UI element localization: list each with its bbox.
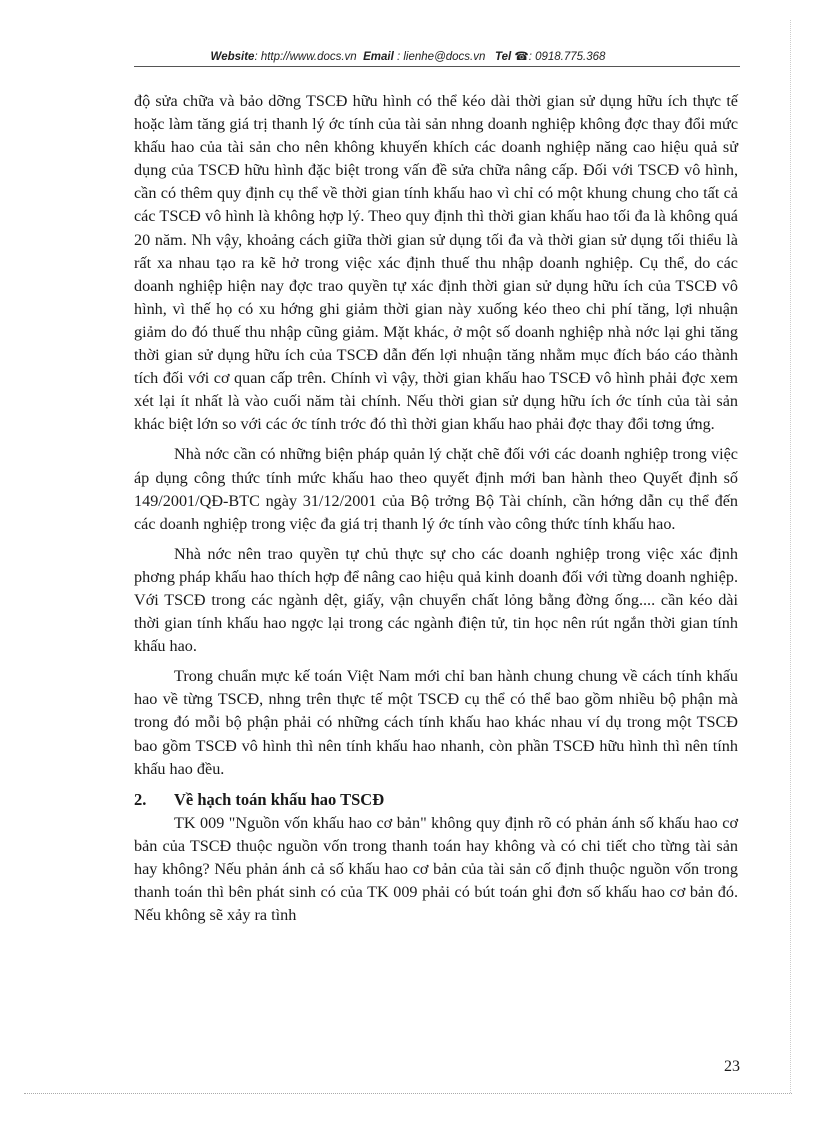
section-number: 2. xyxy=(134,789,147,809)
website-value: : http://www.docs.vn xyxy=(254,51,357,63)
paragraph-2: Nhà nớc cần có những biện pháp quản lý chặt chẽ đối với các doanh nghiệp trong việc áp dụng công thức tính mức khấu hao theo quyết định mới ban hành theo Quyết định số 149/2001/QĐ-BTC ngày 31/12/2001 của Bộ trởng Bộ Tài chính, cần hớng dẫn cụ thể đến các doanh nghiệp trong việc đa giá trị thanh lý ớc tính vào công thức tính khấu hao. xyxy=(134,445,738,533)
website-label: Website xyxy=(210,51,255,63)
header-divider xyxy=(134,66,740,67)
document-body xyxy=(134,90,738,934)
paragraph-4: Trong chuẩn mực kế toán Việt Nam mới chỉ ban hành chung chung về cách tính khấu hao về từng TSCĐ, nhng trên thực tế một TSCĐ cụ thể có thể bao gồm nhiều bộ phận mà trong đó mỗi bộ phận phải có những cách tính khấu hao khác nhau ví dụ trong một TSCĐ bao gồm TSCĐ vô hình thì nên tính khấu hao nhanh, còn phần TSCĐ hữu hình thì nên tính khấu hao đều. xyxy=(134,667,738,778)
paragraph-5: TK 009 "Nguồn vốn khấu hao cơ bản" không quy định rõ có phản ánh số khấu hao cơ bản của TSCĐ thuộc nguồn vốn trong thanh toán hay không và có chi tiết cho từng tài sản hay không? Nếu phản ánh cả số khấu hao cơ bản của tài sản cố định thuộc nguồn vốn trong thanh toán thì bên phát sinh có của TK 009 phải có bút toán ghi đơn số khấu hao cơ bản đó. Nếu không sẽ xảy ra tình xyxy=(134,813,738,925)
paragraph-3: Nhà nớc nên trao quyền tự chủ thực sự cho các doanh nghiệp trong việc xác định phơng pháp khấu hao thích hợp để nâng cao hiệu quả kinh doanh đối với từng doanh nghiệp. Với TSCĐ trong các ngành dệt, giấy, vận chuyển chất lỏng bằng đờng ống.... cần kéo dài thời gian tính khấu hao ngợc lại trong các ngành điện tử, tin học nên rút ngắn thời gian tính khấu hao. xyxy=(134,544,738,656)
tel-label: Tel xyxy=(494,51,512,63)
bottom-border xyxy=(24,1093,792,1094)
email-label: Email xyxy=(363,51,394,63)
tel-value: ☎: 0918.775.368 xyxy=(514,51,606,63)
paragraph-1: độ sửa chữa và bảo dỡng TSCĐ hữu hình có thể kéo dài thời gian sử dụng hữu ích thực tế hoặc làm tăng giá trị thanh lý ớc tính của tài sản nhng doanh nghiệp không đợc thay đổi mức khấu hao của tài sản cho nên không khuyến khích các doanh nghiệp năng cao hiệu quả sử dụng của TSCĐ hữu hình đặc biệt trong vấn đề sửa chữa nâng cấp. Đối với TSCĐ vô hình, cần có thêm quy định cụ thể về thời gian tính khấu hao vì chỉ có một khung chung cho tất cả các TSCĐ vô hình là không hợp lý. Theo quy định thì thời gian khấu hao tối đa là không quá 20 năm. Nh vậy, khoảng cách giữa thời gian sử dụng tối đa và thời gian sử dụng tối thiểu là rất xa nhau tạo ra kẽ hở trong việc xác định thuế thu nhập doanh nghiệp. Cụ thể, do các doanh nghiệp hiện nay đợc trao quyền tự xác định thời gian sử dụng hữu ích của TSCĐ vô hình, vì thế họ có xu hớng ghi giảm thời gian này xuống kéo theo chi phí tăng, lợi nhuận giảm do đó thuế thu nhập cũng giảm. Mặt khác, ở một số doanh nghiệp nhà nớc lại ghi tăng thời gian sử dụng hữu ích của TSCĐ dẫn đến lợi nhuận tăng nhằm mục đích báo cáo thành tích đối với cơ quan cấp trên. Chính vì vậy, thời gian khấu hao TSCĐ vô hình phải đợc xem xét lại ít nhất là vào cuối năm tài chính. Nếu thời gian sử dụng hữu ích ớc tính của tài sản khác biệt lớn so với các ớc tính trớc đó thì thời gian khấu hao phải đợc thay đổi tơng ứng. xyxy=(134,92,738,434)
page-number: 23 xyxy=(724,1058,740,1075)
section-title: Về hạch toán khấu hao TSCĐ xyxy=(174,789,385,809)
page-header xyxy=(0,49,816,63)
right-border xyxy=(790,20,791,1093)
email-value: : lienhe@docs.vn xyxy=(396,51,486,63)
section-heading xyxy=(134,788,738,812)
